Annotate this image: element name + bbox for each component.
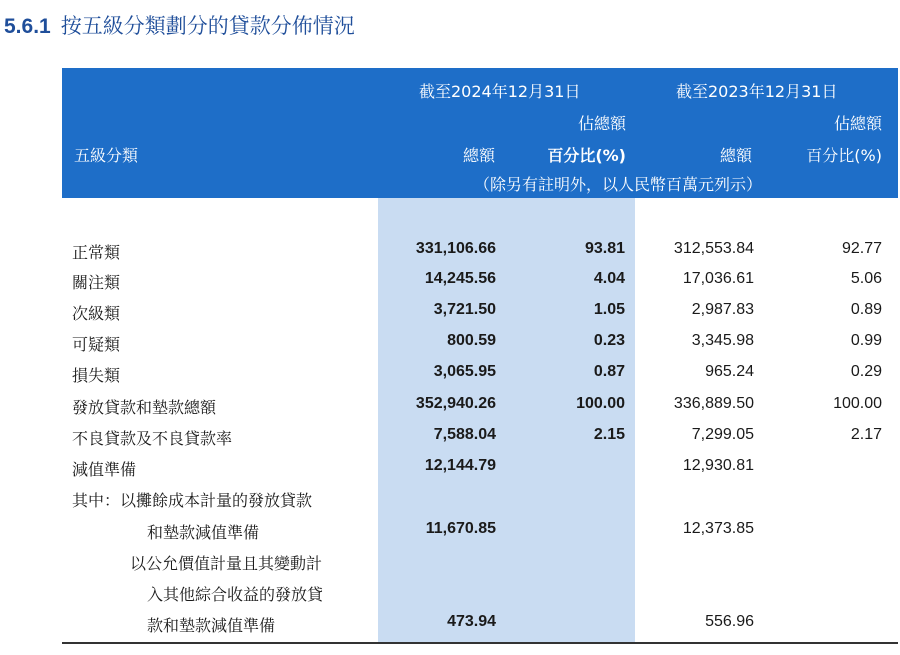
table-row: [0, 328, 900, 359]
row-label: 次級類: [72, 304, 121, 323]
percent-2024-cell: 2.15: [593, 426, 625, 443]
period-2023-header: 截至2023年12月31日: [676, 82, 838, 101]
table-row: [0, 578, 900, 609]
percent-2023-cell: 92.77: [841, 240, 882, 257]
amount-2024-cell: 473.94: [447, 613, 496, 630]
table-row: [0, 297, 900, 328]
section-number: 5.6.1: [4, 15, 51, 38]
category-column-header: 五級分類: [74, 146, 139, 165]
percent-2024-cell: 100.00: [576, 395, 625, 412]
amount-2023-cell: 312,553.84: [673, 240, 754, 257]
amount-2024-cell: 800.59: [447, 332, 496, 349]
estimate-2024-header: 佔總額: [577, 114, 626, 133]
percent-2024-cell: 0.87: [593, 363, 625, 380]
percent-2024-cell: 4.04: [593, 270, 625, 287]
unit-note: （除另有註明外，以人民幣百萬元列示）: [474, 175, 763, 194]
percent-2023-cell: 0.89: [850, 301, 882, 318]
table-header: [62, 68, 898, 198]
period-2024-header: 截至2024年12月31日: [419, 82, 581, 101]
row-label: 款和墊款減值準備: [147, 616, 276, 635]
row-label: 損失類: [72, 366, 121, 385]
estimate-2023-header: 佔總額: [833, 114, 882, 133]
row-label: 以公允價值計量且其變動計: [130, 554, 323, 573]
row-label: 其中：以攤餘成本計量的發放貸款: [72, 491, 313, 510]
table-row: [0, 359, 900, 390]
percent-2023-cell: 2.17: [850, 426, 882, 443]
table-row: [0, 516, 900, 547]
table-row: [0, 609, 900, 640]
table-row: [0, 422, 900, 453]
amount-2023-cell: 3,345.98: [691, 332, 754, 349]
percent-2024-cell: 0.23: [593, 332, 625, 349]
amount-2024-cell: 12,144.79: [424, 457, 496, 474]
amount-2023-cell: 7,299.05: [691, 426, 754, 443]
table-row: [0, 453, 900, 484]
amount-2024-cell: 352,940.26: [415, 395, 496, 412]
amount-2024-cell: 11,670.85: [425, 520, 496, 537]
percent-2023-header: 百分比(%): [806, 146, 882, 165]
bottom-rule: [62, 642, 898, 644]
table-row: [0, 547, 900, 578]
amount-2023-cell: 17,036.61: [682, 270, 754, 287]
percent-2023-cell: 5.06: [850, 270, 882, 287]
amount-2023-cell: 965.24: [705, 363, 754, 380]
section-title: [4, 10, 355, 40]
amount-2024-cell: 331,106.66: [415, 240, 496, 257]
amount-2024-cell: 3,721.50: [433, 301, 496, 318]
row-label: 發放貸款和墊款總額: [72, 398, 217, 417]
percent-2024-cell: 1.05: [593, 301, 625, 318]
percent-2023-cell: 0.29: [850, 363, 882, 380]
amount-2023-header: 總額: [719, 146, 752, 165]
percent-2023-cell: 0.99: [850, 332, 882, 349]
row-label: 關注類: [72, 273, 121, 292]
section-heading: 按五級分類劃分的貸款分佈情況: [60, 14, 355, 38]
row-label: 和墊款減值準備: [147, 523, 260, 542]
table-row: [0, 236, 900, 267]
percent-2024-header: 百分比(%): [547, 146, 626, 165]
amount-2024-header: 總額: [462, 146, 495, 165]
amount-2023-cell: 12,373.85: [682, 520, 754, 537]
table-row: [0, 484, 900, 515]
row-label: 正常類: [72, 243, 121, 262]
row-label: 入其他綜合收益的發放貸: [147, 585, 324, 604]
amount-2023-cell: 12,930.81: [682, 457, 754, 474]
table-row: [0, 266, 900, 297]
amount-2023-cell: 2,987.83: [691, 301, 754, 318]
amount-2024-cell: 7,588.04: [433, 426, 496, 443]
amount-2024-cell: 3,065.95: [433, 363, 496, 380]
row-label: 減值準備: [72, 460, 137, 479]
row-label: 可疑類: [72, 335, 121, 354]
amount-2024-cell: 14,245.56: [424, 270, 496, 287]
row-label: 不良貸款及不良貸款率: [72, 429, 233, 448]
table-row: [0, 391, 900, 422]
percent-2023-cell: 100.00: [833, 395, 882, 412]
amount-2023-cell: 556.96: [705, 613, 754, 630]
percent-2024-cell: 93.81: [584, 240, 625, 257]
amount-2023-cell: 336,889.50: [673, 395, 754, 412]
